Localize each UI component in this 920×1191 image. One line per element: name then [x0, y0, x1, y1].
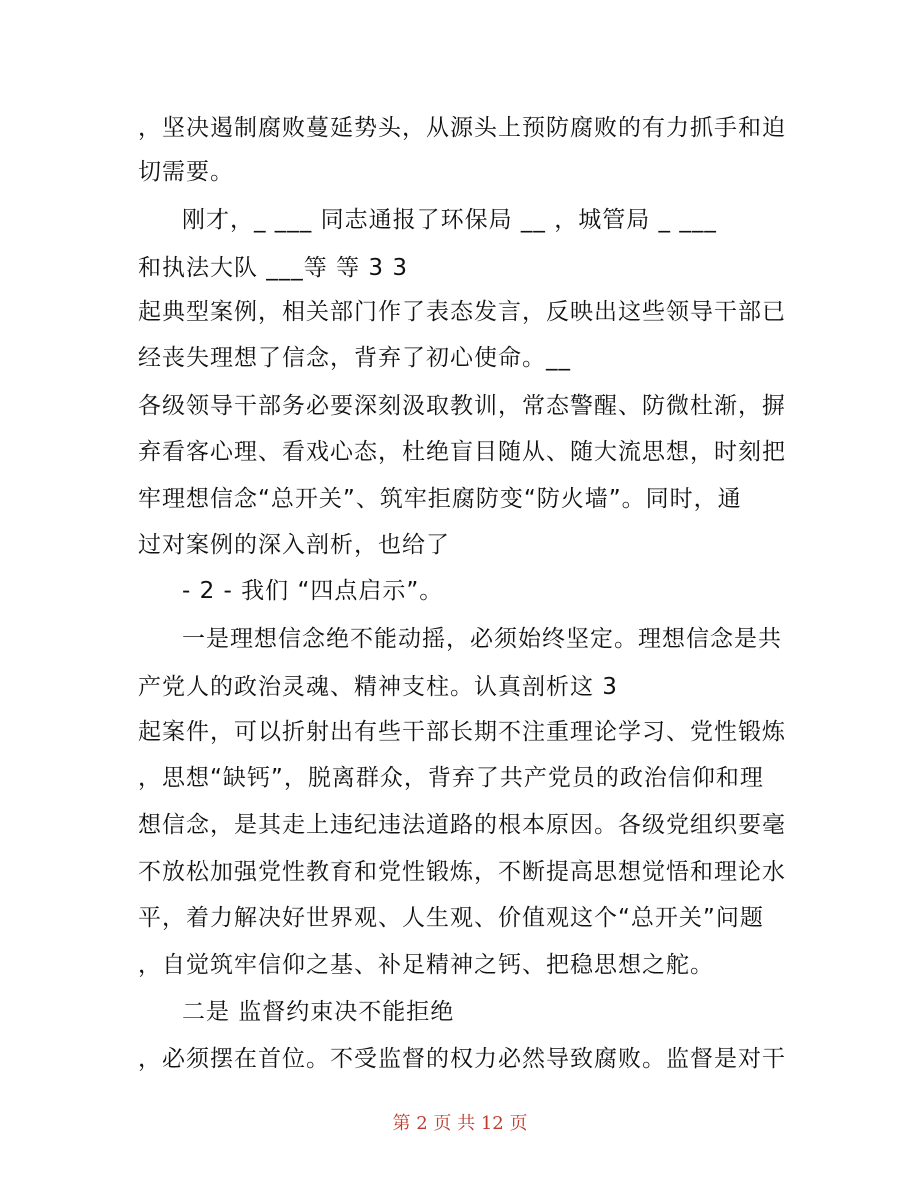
text-line-16: 想信念，是其走上违纪违法道路的根本原因。各级党组织要毫: [138, 812, 786, 838]
text-line-10: 过对案例的深入剖析，也给了: [138, 532, 450, 558]
text-line-1: ，坚决遏制腐败蔓延势头，从源头上预防腐败的有力抓手和迫: [138, 115, 786, 141]
text-line-4: 和执法大队 ___等 等 3 3: [138, 255, 409, 281]
text-line-11: - 2 - 我们 “四点启示”。: [182, 578, 444, 604]
text-line-19: ，自觉筑牢信仰之基、补足精神之钙、把稳思想之舵。: [138, 952, 714, 978]
page-number-footer: 第 2 页 共 12 页: [392, 1113, 528, 1134]
text-line-7: 各级领导干部务必要深刻汲取教训，常态警醒、防微杜渐，摒: [138, 393, 786, 419]
text-line-15: ，思想“缺钙”，脱离群众，背弃了共产党员的政治信仰和理: [138, 765, 764, 791]
text-line-17: 不放松加强党性教育和党性锻炼，不断提高思想觉悟和理论水: [138, 859, 786, 885]
text-line-2: 切需要。: [138, 159, 234, 185]
text-line-13: 产党人的政治灵魂、精神支柱。认真剖析这 3: [138, 674, 618, 700]
text-line-5: 起典型案例，相关部门作了表态发言，反映出这些领导干部已: [138, 299, 786, 325]
text-line-9: 牢理想信念“总开关”、筑牢拒腐防变“防火墙”。同时，通: [138, 486, 742, 512]
text-line-12: 一是理想信念绝不能动摇，必须始终坚定。理想信念是共: [182, 626, 782, 652]
text-line-20: 二是 监督约束决不能拒绝: [182, 999, 455, 1025]
text-line-14: 起案件，可以折射出有些干部长期不注重理论学习、党性锻炼: [138, 719, 786, 745]
text-line-18: 平，着力解决好世界观、人生观、价值观这个“总开关”问题: [138, 905, 764, 931]
text-line-6: 经丧失理想了信念，背弃了初心使命。__: [138, 345, 571, 371]
text-line-8: 弃看客心理、看戏心态，杜绝盲目随从、随大流思想，时刻把: [138, 439, 786, 465]
text-line-3: 刚才，_ ___ 同志通报了环保局 __ ，城管局 _ ___: [182, 207, 717, 233]
text-line-21: ，必须摆在首位。不受监督的权力必然导致腐败。监督是对干: [138, 1046, 786, 1072]
